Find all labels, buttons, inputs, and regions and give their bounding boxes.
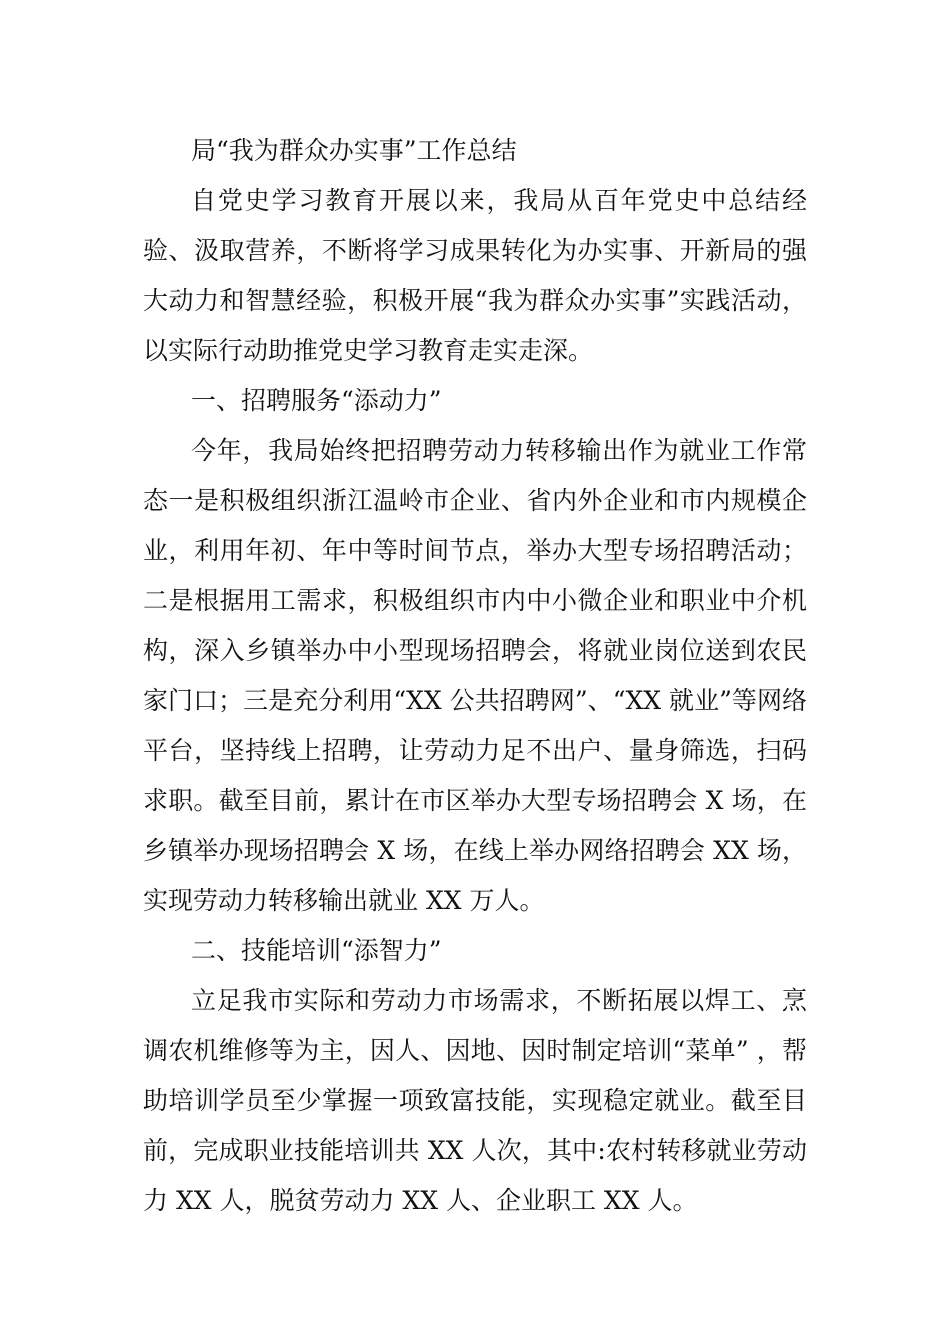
section-2-paragraph: 立足我市实际和劳动力市场需求，不断拓展以焊工、烹调农机维修等为主，因人、因地、因时制定培训“菜单” ，帮助培训学员至少掌握一项致富技能，实现稳定就业。截至目前，完成职业技能培训共 XX 人次，其中:农村转移就业劳动力 XX 人，脱贫劳动力 XX 人、企业职工 XX 人。 [143,986,807,1215]
section-1-paragraph: 今年，我局始终把招聘劳动力转移输出作为就业工作常态一是积极组织浙江温岭市企业、省内外企业和市内规模企业，利用年初、年中等时间节点，举办大型专场招聘活动；二是根据用工需求，积极组织市内中小微企业和职业中介机构，深入乡镇举办中小型现场招聘会，将就业岗位送到农民家门口；三是充分利用“XX 公共招聘网”、“XX 就业”等网络平台，坚持线上招聘，让劳动力足不出户、量身筛选，扫码求职。截至目前，累计在市区举办大型专场招聘会 X 场，在乡镇举办现场招聘会 X 场，在线上举办网络招聘会 XX 场，实现劳动力转移输出就业 XX 万人。 [143,436,807,915]
document-title: 局“我为群众办实事”工作总结 [191,136,517,165]
intro-paragraph: 自党史学习教育开展以来，我局从百年党史中总结经验、汲取营养，不断将学习成果转化为办实事、开新局的强大动力和智慧经验，积极开展“我为群众办实事”实践活动，以实际行动助推党史学习教育走实走深。 [143,186,807,365]
document-body [143,126,807,1226]
section-2-heading: 二、技能培训“添智力” [191,936,442,965]
section-1-heading: 一、招聘服务“添动力” [191,386,442,415]
